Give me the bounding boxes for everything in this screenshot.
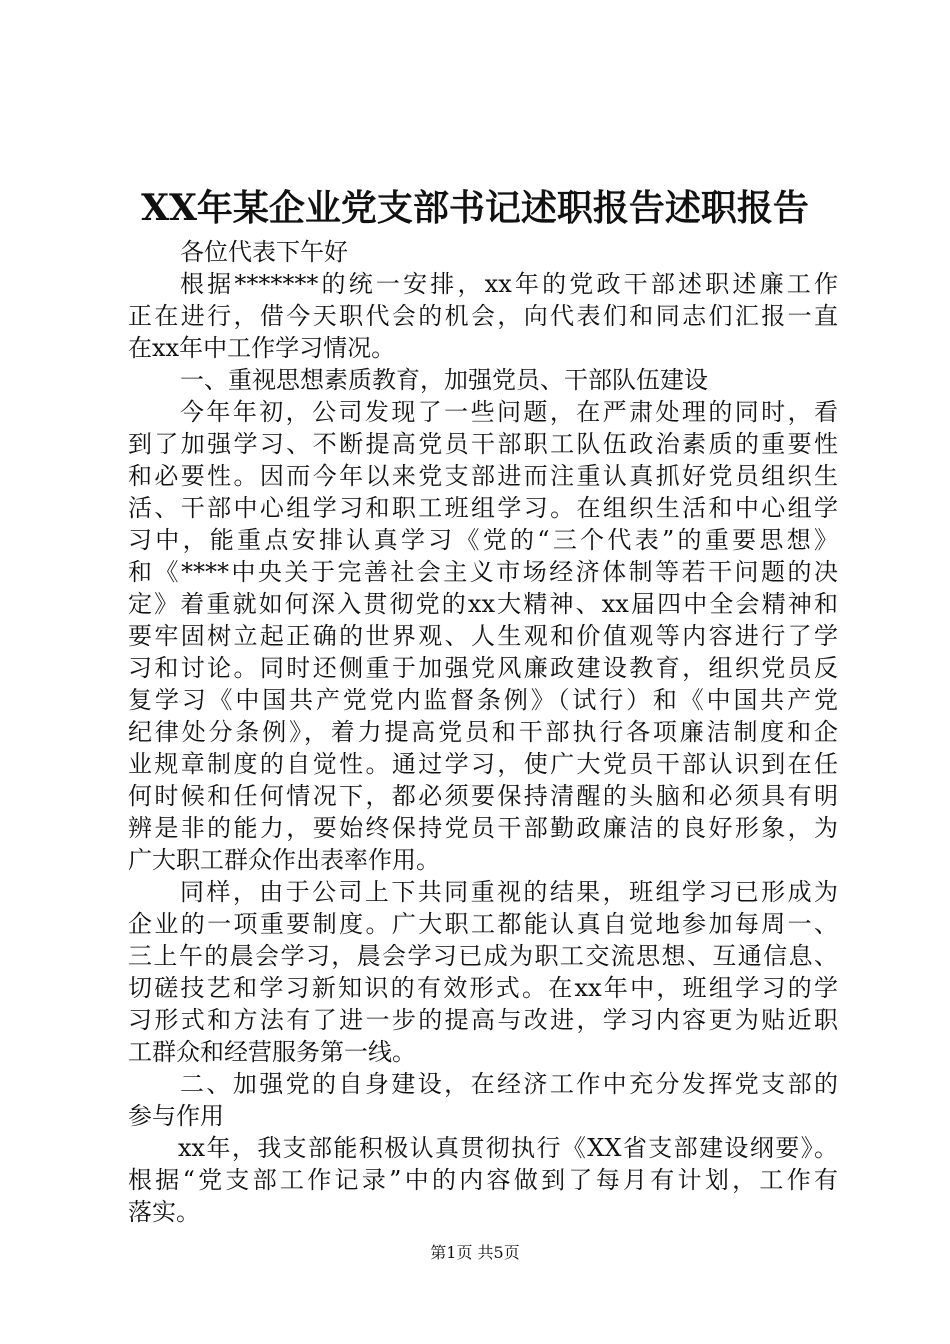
- body-line: 和必要性。因而今年以来党支部进而注重认真抓好党员组织生: [128, 462, 838, 490]
- section-heading-continued: 参与作用: [128, 1102, 224, 1130]
- body-line: 落实。: [128, 1198, 200, 1226]
- body-line: 在xx年中工作学习情况。: [128, 334, 396, 362]
- body-line: 工群众和经营服务第一线。: [128, 1038, 416, 1066]
- body-line: 正在进行，借今天职代会的机会，向代表们和同志们汇报一直: [128, 302, 838, 330]
- body-line: 广大职工群众作出表率作用。: [128, 846, 440, 874]
- document-body: [128, 236, 838, 1228]
- body-line: 习和讨论。同时还侧重于加强党风廉政建设教育，组织党员反: [128, 654, 838, 682]
- body-line: 复学习《中国共产党党内监督条例》（试行）和《中国共产党: [128, 686, 838, 714]
- body-line: 习形式和方法有了进一步的提高与改进，学习内容更为贴近职: [128, 1006, 838, 1034]
- body-line: 同样，由于公司上下共同重视的结果，班组学习已形成为: [180, 878, 838, 906]
- body-line: 要牢固树立起正确的世界观、人生观和价值观等内容进行了学: [128, 622, 838, 650]
- body-line: xx年，我支部能积极认真贯彻执行《XX省支部建设纲要》。: [178, 1134, 838, 1162]
- body-line: 定》着重就如何深入贯彻党的xx大精神、xx届四中全会精神和: [128, 590, 838, 618]
- body-line: 纪律处分条例》，着力提高党员和干部执行各项廉洁制度和企: [128, 718, 838, 746]
- body-line: 三上午的晨会学习，晨会学习已成为职工交流思想、互通信息、: [128, 942, 838, 970]
- body-line: 根据*******的统一安排，xx年的党政干部述职述廉工作: [180, 270, 838, 298]
- section-heading: 一、重视思想素质教育，加强党员、干部队伍建设: [180, 366, 708, 394]
- page-footer: 第1页 共5页: [430, 1243, 520, 1262]
- body-line: 何时候和任何情况下，都必须要保持清醒的头脑和必须具有明: [128, 782, 838, 810]
- body-line: 今年年初，公司发现了一些问题，在严肃处理的同时，看: [180, 398, 838, 426]
- body-line: 根据“党支部工作记录”中的内容做到了每月有计划，工作有: [128, 1166, 838, 1194]
- greeting-line: 各位代表下午好: [180, 238, 348, 266]
- section-heading: 二、加强党的自身建设，在经济工作中充分发挥党支部的: [180, 1070, 838, 1098]
- body-line: 企业的一项重要制度。广大职工都能认真自觉地参加每周一、: [128, 910, 838, 938]
- document-title: XX年某企业党支部书记述职报告述职报告: [141, 187, 809, 229]
- body-line: 业规章制度的自觉性。通过学习，使广大党员干部认识到在任: [128, 750, 838, 778]
- body-line: 辨是非的能力，要始终保持党员干部勤政廉洁的良好形象，为: [128, 814, 838, 842]
- body-line: 活、干部中心组学习和职工班组学习。在组织生活和中心组学: [128, 494, 838, 522]
- body-line: 切磋技艺和学习新知识的有效形式。在xx年中，班组学习的学: [128, 974, 838, 1002]
- body-line: 习中，能重点安排认真学习《党的“三个代表”的重要思想》: [128, 526, 838, 554]
- body-line: 和《****中央关于完善社会主义市场经济体制等若干问题的决: [128, 558, 838, 586]
- body-line: 到了加强学习、不断提高党员干部职工队伍政治素质的重要性: [128, 430, 838, 458]
